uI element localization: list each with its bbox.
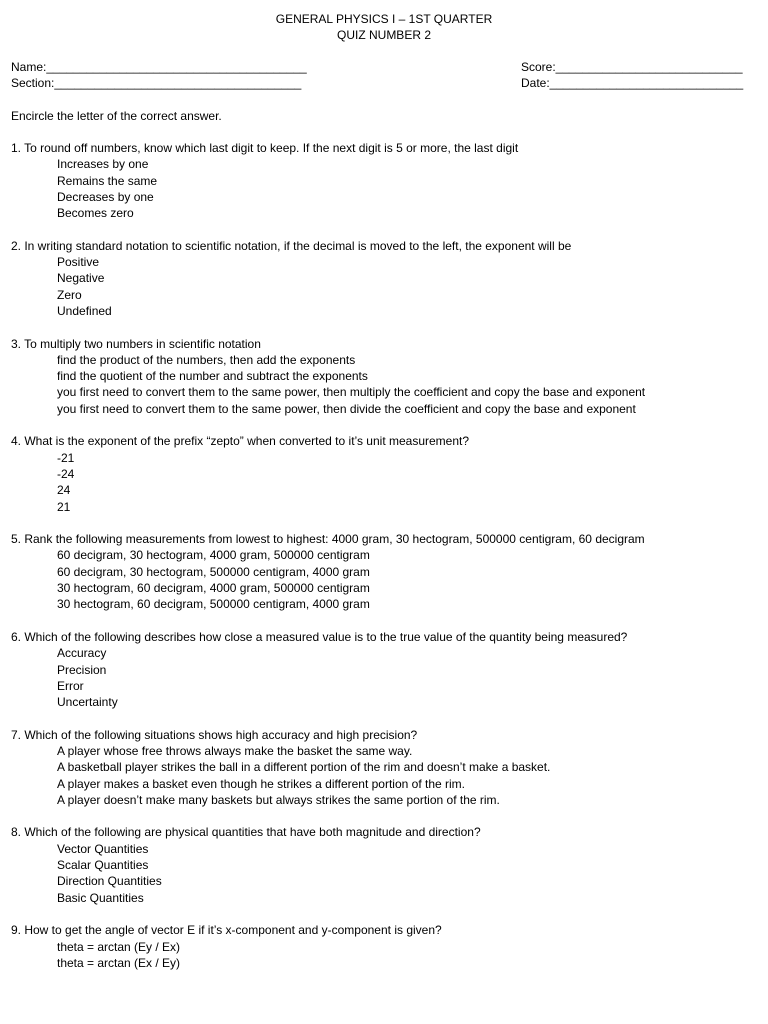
answer-option[interactable]: 21 bbox=[57, 499, 71, 514]
answer-option[interactable]: Error bbox=[57, 678, 84, 693]
answer-option[interactable]: Vector Quantities bbox=[57, 841, 149, 856]
answer-option[interactable]: Remains the same bbox=[57, 173, 158, 188]
date-field: Date:_____________________________ bbox=[521, 76, 744, 90]
answer-option[interactable]: Decreases by one bbox=[57, 189, 154, 204]
answer-option[interactable]: Becomes zero bbox=[57, 206, 134, 221]
question-stem: 4. What is the exponent of the prefix “zepto” when converted to it’s unit measurement? bbox=[11, 434, 470, 449]
question-stem: 6. Which of the following describes how close a measured value is to the true value of the quantity being measured? bbox=[11, 629, 628, 644]
answer-option[interactable]: A player doesn’t make many baskets but always strikes the same portion of the rim. bbox=[57, 792, 500, 807]
answer-option[interactable]: A player whose free throws always make the basket the same way. bbox=[57, 743, 413, 758]
answer-option[interactable]: 30 hectogram, 60 decigram, 500000 centigram, 4000 gram bbox=[57, 597, 370, 612]
answer-option[interactable]: Basic Quantities bbox=[57, 890, 144, 905]
question-5 bbox=[11, 531, 761, 612]
answer-option[interactable]: Positive bbox=[57, 255, 100, 270]
answer-option[interactable]: find the product of the numbers, then add the exponents bbox=[57, 352, 356, 367]
question-9 bbox=[11, 922, 761, 971]
question-stem: 7. Which of the following situations shows high accuracy and high precision? bbox=[11, 727, 418, 742]
question-4 bbox=[11, 433, 761, 514]
answer-option[interactable]: 30 hectogram, 60 decigram, 4000 gram, 500000 centigram bbox=[57, 581, 370, 596]
question-stem: 3. To multiply two numbers in scientific notation bbox=[11, 336, 261, 351]
answer-option[interactable]: -21 bbox=[57, 450, 75, 465]
answer-option[interactable]: theta = arctan (Ey / Ex) bbox=[57, 939, 181, 954]
answer-option[interactable]: Scalar Quantities bbox=[57, 858, 149, 873]
answer-option[interactable]: 24 bbox=[57, 483, 71, 498]
answer-option[interactable]: Zero bbox=[57, 287, 82, 302]
question-stem: 8. Which of the following are physical quantities that have both magnitude and direction? bbox=[11, 825, 481, 840]
question-2 bbox=[11, 238, 761, 319]
answer-option[interactable]: A player makes a basket even though he strikes a different portion of the rim. bbox=[57, 776, 466, 791]
question-3 bbox=[11, 336, 761, 417]
answer-option[interactable]: you first need to convert them to the same power, then multiply the coefficient and copy the base and exponent bbox=[57, 385, 646, 400]
name-field: Name:_______________________________________ bbox=[11, 60, 307, 74]
answer-option[interactable]: Negative bbox=[57, 271, 105, 286]
question-stem: 9. How to get the angle of vector E if it’s x-component and y-component is given? bbox=[11, 923, 442, 938]
question-list bbox=[11, 140, 761, 987]
question-8 bbox=[11, 824, 761, 905]
answer-option[interactable]: Precision bbox=[57, 662, 107, 677]
answer-option[interactable]: Direction Quantities bbox=[57, 874, 162, 889]
score-field: Score:____________________________ bbox=[521, 60, 743, 74]
question-stem: 1. To round off numbers, know which last digit to keep. If the next digit is 5 or more, the last digit bbox=[11, 141, 519, 155]
answer-option[interactable]: theta = arctan (Ex / Ey) bbox=[57, 955, 181, 970]
answer-option[interactable]: A basketball player strikes the ball in a different portion of the rim and doesn’t make a basket. bbox=[57, 760, 551, 775]
answer-option[interactable]: -24 bbox=[57, 466, 75, 481]
answer-option[interactable]: 60 decigram, 30 hectogram, 4000 gram, 500000 centigram bbox=[57, 548, 370, 563]
answer-option[interactable]: you first need to convert them to the same power, then divide the coefficient and copy the base and exponent bbox=[57, 401, 636, 416]
section-field: Section:_____________________________________ bbox=[11, 76, 302, 90]
answer-option[interactable]: Accuracy bbox=[57, 646, 107, 661]
quiz-title: GENERAL PHYSICS I – 1ST QUARTER bbox=[275, 12, 493, 26]
answer-option[interactable]: Undefined bbox=[57, 303, 112, 318]
question-stem: 2. In writing standard notation to scientific notation, if the decimal is moved to the left, the exponent will be bbox=[11, 238, 572, 253]
question-stem: 5. Rank the following measurements from lowest to highest: 4000 gram, 30 hectogram, 500000 centigram, 60 decigram bbox=[11, 532, 645, 547]
answer-option[interactable]: find the quotient of the number and subtract the exponents bbox=[57, 369, 368, 384]
answer-option[interactable]: Uncertainty bbox=[57, 695, 118, 710]
answer-option[interactable]: 60 decigram, 30 hectogram, 500000 centigram, 4000 gram bbox=[57, 564, 370, 579]
question-6 bbox=[11, 629, 761, 710]
quiz-subtitle: QUIZ NUMBER 2 bbox=[336, 28, 431, 42]
question-7 bbox=[11, 727, 761, 808]
answer-option[interactable]: Increases by one bbox=[57, 157, 149, 172]
question-1 bbox=[11, 140, 761, 221]
instructions: Encircle the letter of the correct answer. bbox=[11, 109, 222, 123]
